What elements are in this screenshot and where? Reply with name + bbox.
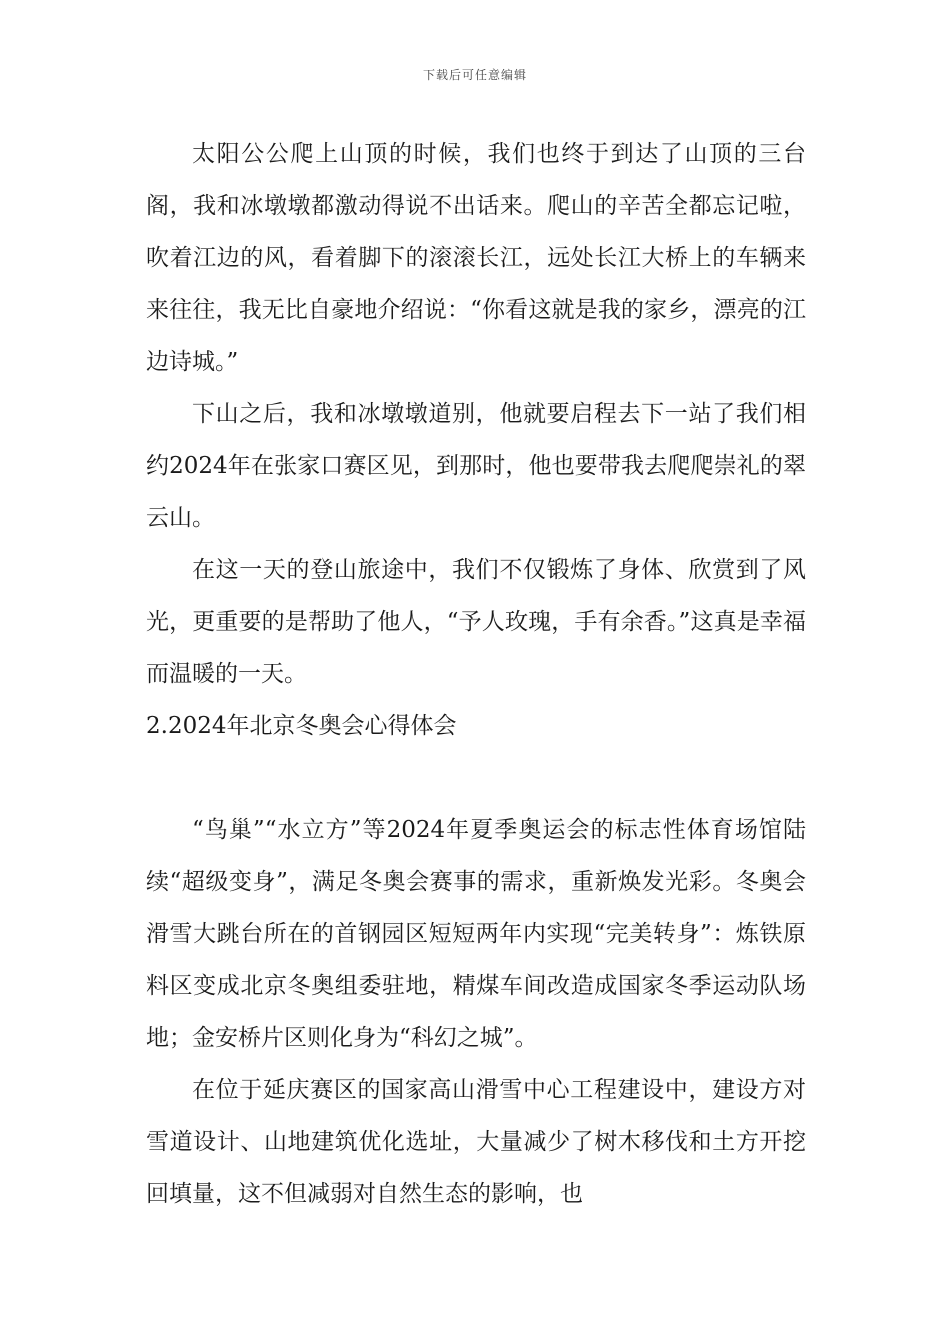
paragraph-venues: “鸟巢”“水立方”等2024年夏季奥运会的标志性体育场馆陆续“超级变身”，满足冬奥会赛事的需求，重新焕发光彩。冬奥会滑雪大跳台所在的首钢园区短短两年内实现“完美转身”：炼铁原料区变成北京冬奥组委驻地，精煤车间改造成国家冬季运动队场地；金安桥片区则化身为“科幻之城”。 — [146, 817, 806, 1051]
section-heading: 2.2024年北京冬奥会心得体会 — [146, 713, 457, 739]
paragraph-yanqing: 在位于延庆赛区的国家高山滑雪中心工程建设中，建设方对雪道设计、山地建筑优化选址，大量减少了树木移伐和土方开挖回填量，这不但减弱对自然生态的影响，也 — [146, 1077, 806, 1207]
paragraph-conclusion: 在这一天的登山旅途中，我们不仅锻炼了身体、欣赏到了风光，更重要的是帮助了他人，“予人玫瑰，手有余香。”这真是幸福而温暖的一天。 — [146, 557, 806, 687]
paragraph-farewell: 下山之后，我和冰墩墩道别，他就要启程去下一站了我们相约2024年在张家口赛区见，到那时，他也要带我去爬爬崇礼的翠云山。 — [146, 401, 806, 531]
page-header: 下载后可任意编辑 — [422, 68, 527, 82]
paragraph-summit: 太阳公公爬上山顶的时候，我们也终于到达了山顶的三台阁，我和冰墩墩都激动得说不出话来。爬山的辛苦全都忘记啦，吹着江边的风，看着脚下的滚滚长江，远处长江大桥上的车辆来来往往，我无比自豪地介绍说：“你看这就是我的家乡，漂亮的江边诗城。” — [146, 141, 806, 375]
document-body — [146, 128, 806, 1220]
blank-line — [146, 752, 806, 804]
